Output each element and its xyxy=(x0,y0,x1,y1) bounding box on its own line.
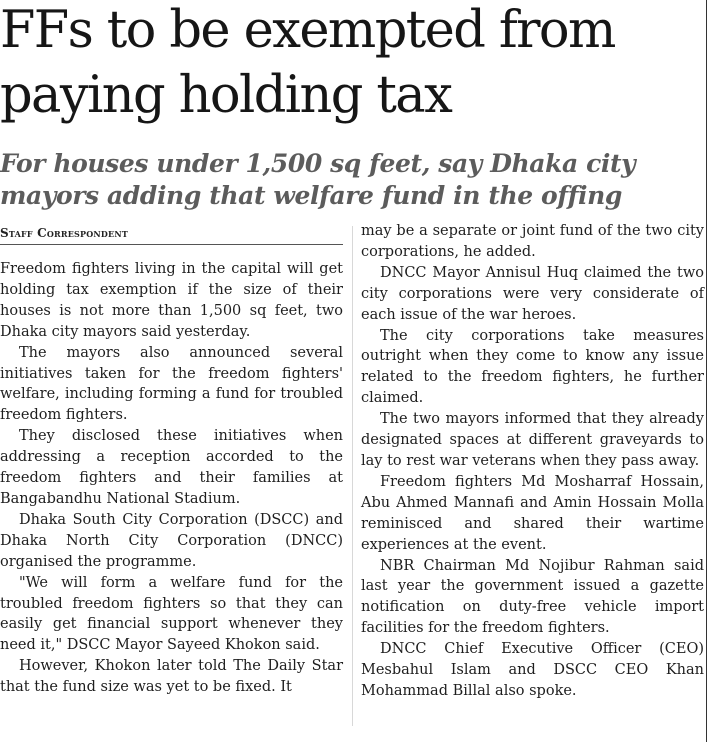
paragraph: However, Khokon later told The Daily Star that the fund size was yet to be fixed. It xyxy=(0,658,343,696)
column-divider xyxy=(352,226,353,726)
page-edge-rule xyxy=(706,0,707,742)
paragraph: The mayors also announced several initiatives taken for the freedom fighters' welfare, including forming a fund for troubled freedom fighters. xyxy=(0,344,343,424)
paragraph: "We will form a welfare fund for the troubled freedom fighters so that they can easily get financial support whenever they need it," DSCC Mayor Sayeed Khokon said. xyxy=(0,574,343,654)
paragraph: NBR Chairman Md Nojibur Rahman said last year the government issued a gazette notification on duty-free vehicle import facilities for the freedom fighters. xyxy=(361,557,704,637)
headline-line-1: FFs to be exempted from xyxy=(0,1,615,60)
byline: Staff Correspondent xyxy=(0,226,343,245)
paragraph: DNCC Chief Executive Officer (CEO) Mesbahul Islam and DSCC CEO Khan Mohammad Billal also spoke. xyxy=(361,641,704,699)
paragraph: Freedom fighters Md Mosharraf Hossain, Abu Ahmed Mannafi and Amin Hossain Molla reminisced and shared their wartime experiences at the event. xyxy=(361,473,704,553)
subheadline-line-2: mayors adding that welfare fund in the offing xyxy=(0,181,622,210)
subheadline xyxy=(0,148,713,212)
headline xyxy=(0,0,713,128)
paragraph: Freedom fighters living in the capital will get holding tax exemption if the size of their houses is not more than 1,500 sq feet, two Dhaka city mayors said yesterday. xyxy=(0,261,343,340)
article-column-1 xyxy=(0,259,343,698)
subheadline-line-1: For houses under 1,500 sq feet, say Dhaka city xyxy=(0,149,636,178)
article-column-2 xyxy=(361,221,704,702)
paragraph: Dhaka South City Corporation (DSCC) and Dhaka North City Corporation (DNCC) organised the programme. xyxy=(0,511,343,570)
paragraph: may be a separate or joint fund of the two city corporations, he added. xyxy=(361,223,704,260)
headline-line-2: paying holding tax xyxy=(0,66,452,125)
paragraph: The city corporations take measures outright when they come to know any issue related to the freedom fighters, he further claimed. xyxy=(361,327,704,407)
paragraph: The two mayors informed that they already designated spaces at different graveyards to lay to rest war veterans when they pass away. xyxy=(361,411,704,469)
paragraph: They disclosed these initiatives when addressing a reception accorded to the freedom fighters and their families at Bangabandhu National Stadium. xyxy=(0,428,343,507)
paragraph: DNCC Mayor Annisul Huq claimed the two city corporations were very considerate of each issue of the war heroes. xyxy=(361,264,704,323)
